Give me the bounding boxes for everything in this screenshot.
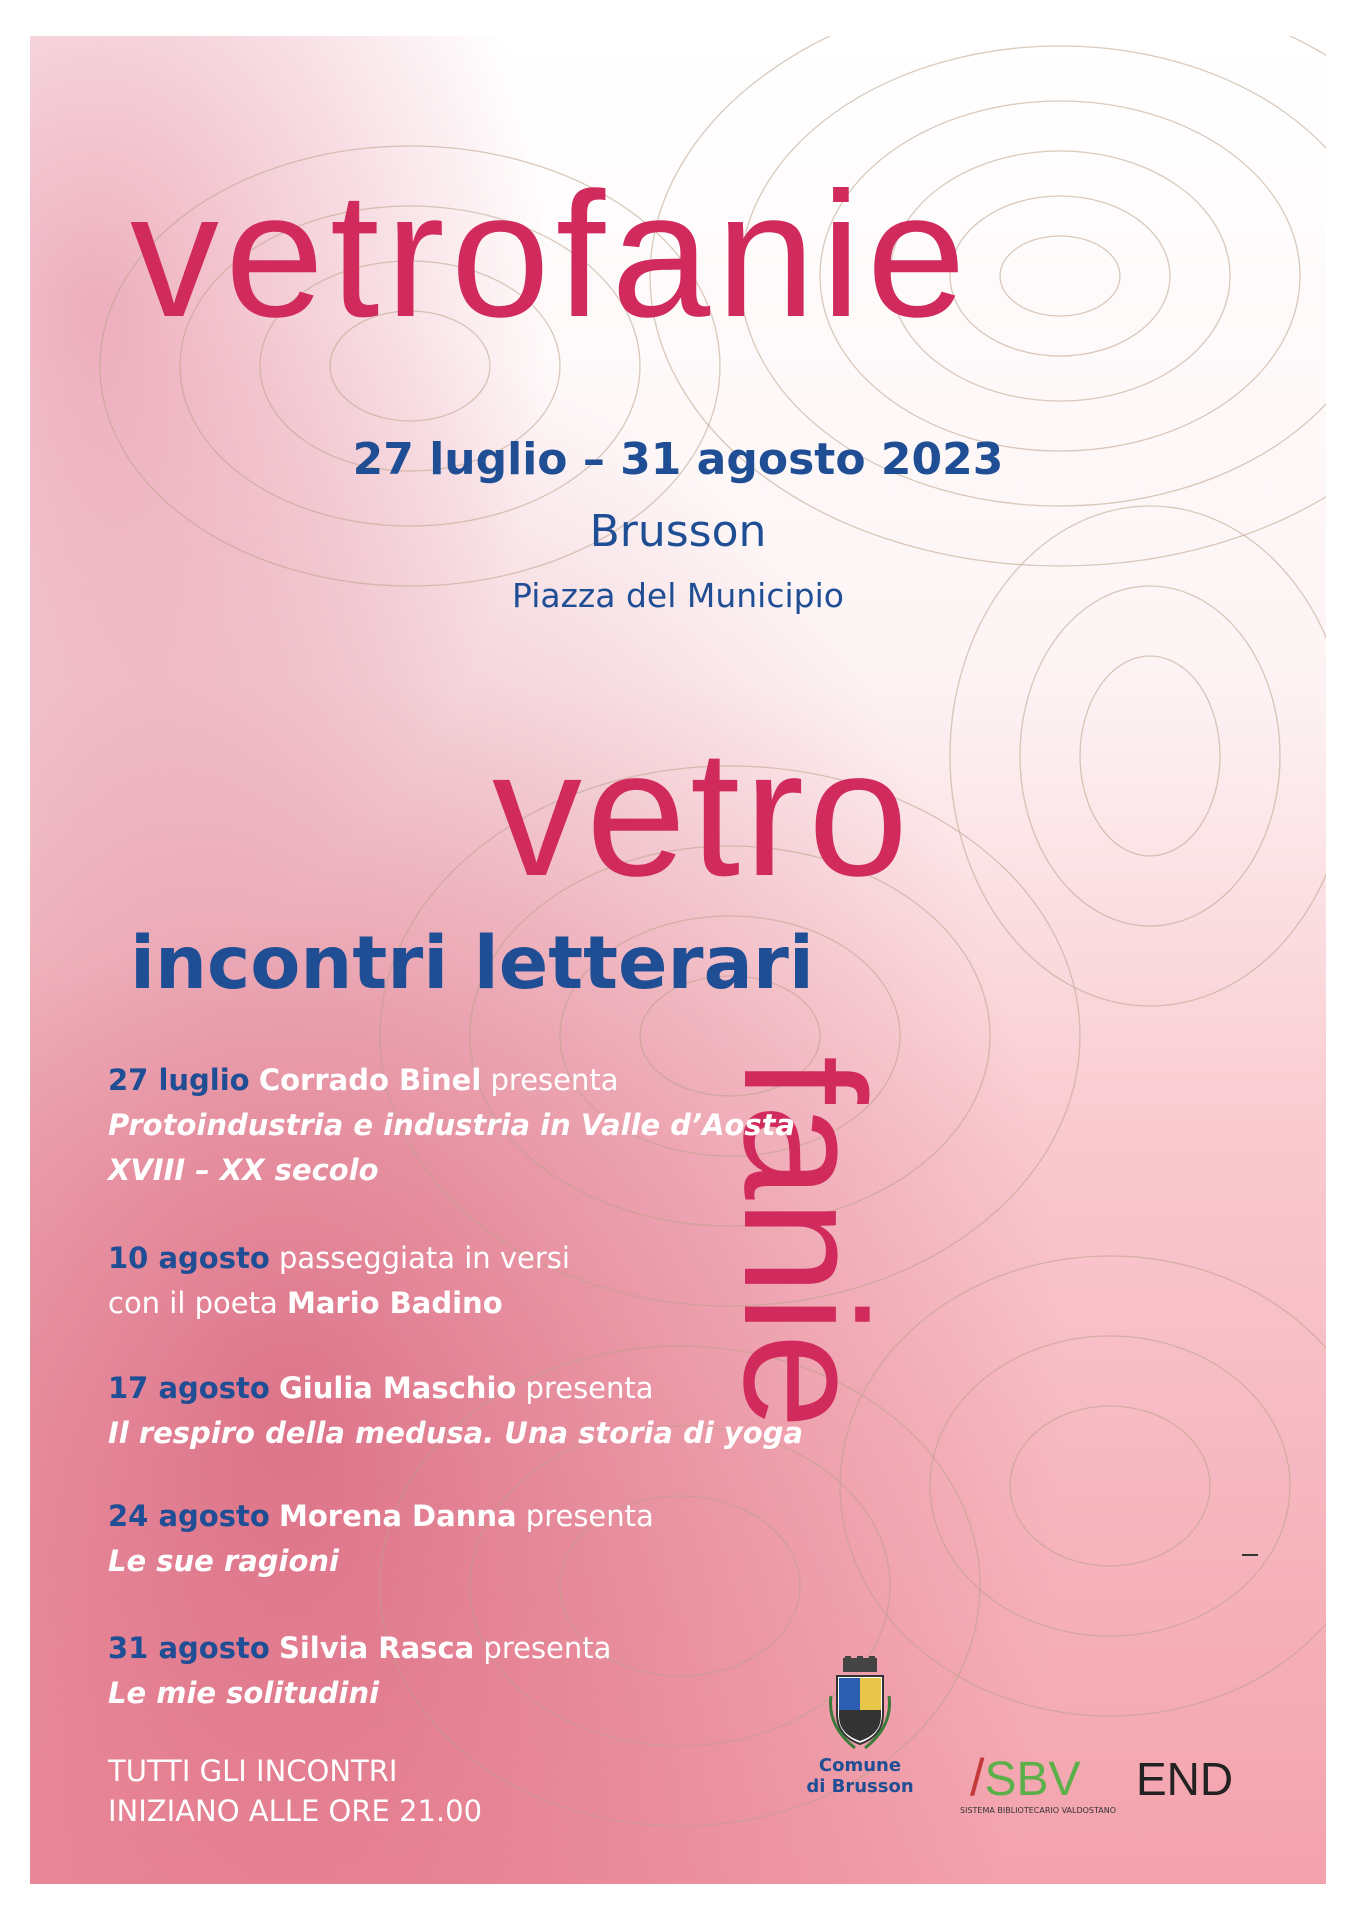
sbv-subtitle: SISTEMA BIBLIOTECARIO VALDOSTANO	[960, 1806, 1117, 1815]
sbv-logo	[970, 1748, 1081, 1808]
coat-of-arms-icon	[825, 1656, 895, 1751]
event-date: 24 agosto	[108, 1499, 270, 1533]
event-item	[108, 1494, 654, 1584]
comune-label-line1: Comune	[818, 1755, 902, 1776]
event-action: presenta	[483, 1631, 612, 1665]
event-action: presenta	[525, 1371, 654, 1405]
comune-logo	[790, 1656, 930, 1797]
event-description-cont: con il poeta	[108, 1286, 278, 1320]
event-book-title-cont: XVIII – XX secolo	[108, 1153, 379, 1187]
event-date: 17 agosto	[108, 1371, 270, 1405]
event-date: 10 agosto	[108, 1241, 270, 1275]
event-item	[108, 1366, 803, 1456]
event-action: presenta	[490, 1063, 619, 1097]
event-person: Giulia Maschio	[278, 1371, 517, 1405]
main-title: vetrofanie	[130, 155, 972, 354]
event-dates: 27 luglio – 31 agosto 2023	[352, 434, 1004, 485]
stray-mark	[1242, 1554, 1258, 1556]
event-action: presenta	[525, 1499, 654, 1533]
event-book-title: Protoindustria e industria in Valle d’Aosta	[108, 1108, 796, 1142]
footnote	[108, 1751, 482, 1831]
event-item	[108, 1058, 795, 1193]
end-logo: END	[1136, 1753, 1234, 1805]
footnote-line1: TUTTI GLI INCONTRI	[108, 1754, 398, 1788]
event-book-title: Le mie solitudini	[108, 1676, 380, 1710]
vertical-logo-top: vetro	[492, 713, 913, 914]
event-person: Morena Danna	[278, 1499, 517, 1533]
slash-mark-icon: /	[970, 1749, 985, 1807]
event-person: Mario Badino	[286, 1286, 503, 1320]
event-date: 27 luglio	[108, 1063, 250, 1097]
event-item	[108, 1626, 611, 1716]
event-person: Corrado Binel	[258, 1063, 482, 1097]
event-date: 31 agosto	[108, 1631, 270, 1665]
vertical-logo-bottom: fanie	[708, 1056, 900, 1429]
event-place: Piazza del Municipio	[512, 576, 844, 615]
event-description: passeggiata in versi	[278, 1241, 570, 1275]
footnote-line2: INIZIANO ALLE ORE 21.00	[108, 1794, 483, 1828]
sbv-wordmark: SBV	[984, 1753, 1081, 1806]
poster	[30, 36, 1326, 1884]
event-book-title: Il respiro della medusa. Una storia di yoga	[108, 1416, 804, 1450]
comune-label-line2: di Brusson	[806, 1776, 914, 1797]
subtitle: incontri letterari	[130, 921, 814, 1006]
event-town: Brusson	[589, 506, 767, 557]
event-item	[108, 1236, 570, 1326]
event-person: Silvia Rasca	[278, 1631, 475, 1665]
event-book-title: Le sue ragioni	[108, 1544, 339, 1578]
